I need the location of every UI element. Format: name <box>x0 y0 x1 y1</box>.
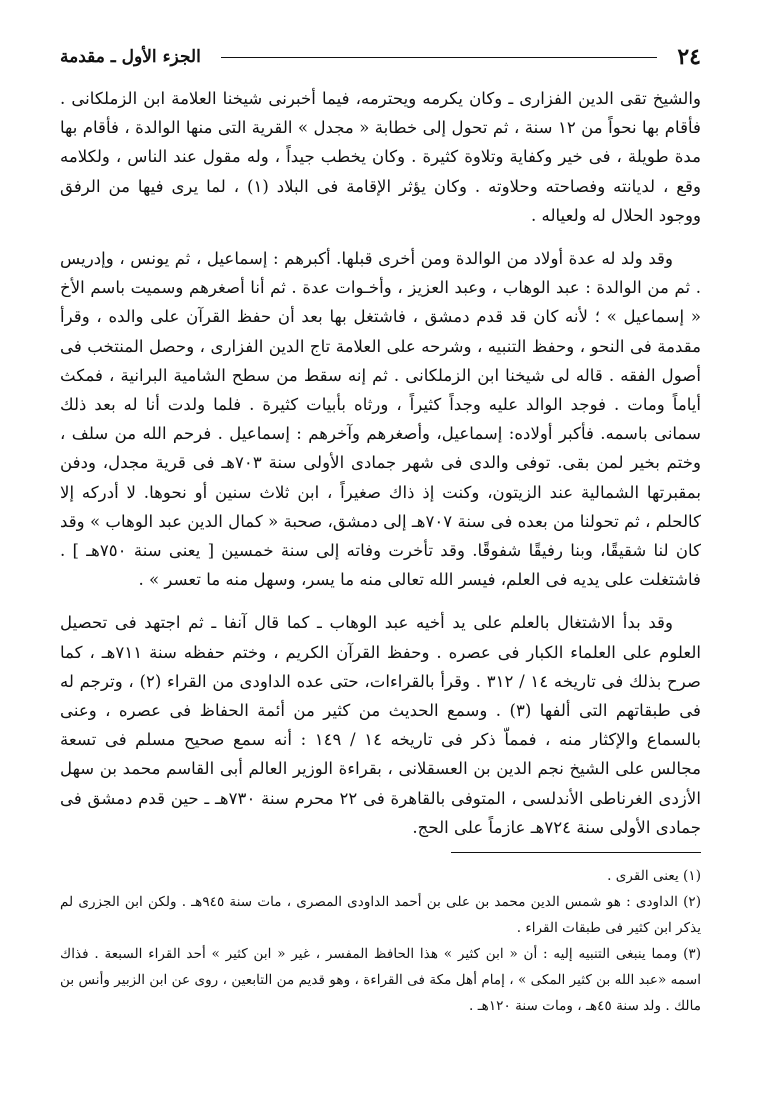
footnote-3: (٣) ومما ينبغى التنبيه إليه : أن « ابن كثير » هذا الحافظ المفسر ، غير « ابن كثير » أحد القراء السبعة . فذاك اسمه «عبد الله بن كثير المكى » ، إمام أهل مكة فى القراءة ، وهو قديم من التابعين ، روى عن ابن الزبير وأنس بن مالك . ولد سنة ٤٥هـ ، ومات سنة ١٢٠هـ . <box>60 946 701 1015</box>
paragraph-3: وقد بدأ الاشتغال بالعلم على يد أخيه عبد الوهاب ـ كما قال آنفا ـ ثم اجتهد فى تحصيل العلوم على العلماء الكبار فى عصره . وحفظ القرآن الكريم ، وختم حفظه سنة ٧١١هـ ، كما صرح بذلك فى تاريخه ١٤ / ٣١٢ . وقرأ بالقراءات، حتى عده الداودى من القراء (٢) ، وترجم له فى طبقاتهم التى ألفها (٣) . وسمع الحديث من كثير من أئمة الحفاظ فى عصره ، وعنى بالسماع والإكثار منه ، فمماّ ذكر فى تاريخه ١٤ / ١٤٩ : أنه سمع صحيح مسلم فى تسعة مجالس على الشيخ نجم الدين بن العسقلانى ، بقراءة الوزير العالم أبى القاسم محمد بن سهل الأزدى الغرناطى الأندلسى ، المتوفى بالقاهرة فى ٢٢ محرم سنة ٧٣٠هـ ـ حين قدم دمشق فى جمادى الأولى سنة ٧٢٤هـ عازماً على الحج. <box>60 613 702 837</box>
body-text <box>60 84 701 842</box>
footnotes <box>60 863 701 1019</box>
paragraph-2: وقد ولد له عدة أولاد من الوالدة ومن أخرى قبلها. أكبرهم : إسماعيل ، ثم يونس ، وإدريس . ثم من الوالدة : عبد الوهاب ، وعبد العزيز ، وأخـوات عدة . ثم أنا أصغرهم وسميت باسم الأخ « إسماعيل » ؛ لأنه كان قد قدم دمشق ، فاشتغل بها بعد أن حفظ القرآن على والده ، وقرأ مقدمة فى النحو ، وحفظ التنبيه ، وشرحه على العلامة تاج الدين الفزارى ، وحصل المنتخب فى أصول الفقه . قاله لى شيخنا ابن الزملكانى . ثم إنه سقط من سطح الشامية البرانية ، فمكث أياماً ومات . فوجد الوالد عليه وجداً كثيراً ، ورثاه بأبيات كثيرة . فلما ولدت أنا له بعد ذلك سمانى باسمه. فأكبر أولاده: إسماعيل، وأصغرهم وآخرهم : إسماعيل . فرحم الله من سلف ، وختم بخير لمن بقى. توفى والدى فى شهر جمادى الأولى سنة ٧٠٣هـ فى قرية مجدل، ودفن بمقبرتها الشمالية عند الزيتون، وكنت إذ ذاك صغيراً ، ابن ثلاث سنين أو نحوها. لا أدركه إلا كالحلم ، ثم تحولنا من بعده فى سنة ٧٠٧هـ إلى دمشق، صحبة « كمال الدين عبد الوهاب » وقد كان لنا شقيقًا، وبنا رفيقًا شفوقًا. وقد تأخرت وفاته إلى سنة خمسين [ يعنى سنة ٧٥٠هـ ] . فاشتغلت على يديه فى العلم، فيسر الله تعالى منه ما يسر، وسهل منه ما تعسر » . <box>60 249 701 590</box>
footnote-separator <box>451 852 701 853</box>
page-header <box>60 40 701 74</box>
book-page <box>60 40 701 1019</box>
header-rule <box>221 57 658 58</box>
footnote-2: (٢) الداودى : هو شمس الدين محمد بن على بن أحمد الداودى المصرى ، مات سنة ٩٤٥هـ . ولكن ابن الجزرى لم يذكر ابن كثير فى طبقات القراء . <box>60 894 701 937</box>
running-title: الجزء الأول ـ مقدمة <box>60 47 201 67</box>
page-number: ٢٤ <box>677 44 701 70</box>
footnote-1: (١) يعنى القرى . <box>607 868 701 885</box>
paragraph-1: والشيخ تقى الدين الفزارى ـ وكان يكرمه ويحترمه، فيما أخبرنى شيخنا العلامة ابن الزملكانى . فأقام بها نحواً من ١٢ سنة ، ثم تحول إلى خطابة « مجدل » القرية التى منها الوالدة ، فأقام بها مدة طويلة ، فى خير وكفاية وتلاوة كثيرة . وكان يخطب جيداً ، وله مقول عند الناس ، ولكلامه وقع ، لديانته وفصاحته وحلاوته . وكان يؤثر الإقامة فى البلاد (١) ، لما يرى فيها من الرفق ووجود الحلال له ولعياله . <box>60 89 702 225</box>
